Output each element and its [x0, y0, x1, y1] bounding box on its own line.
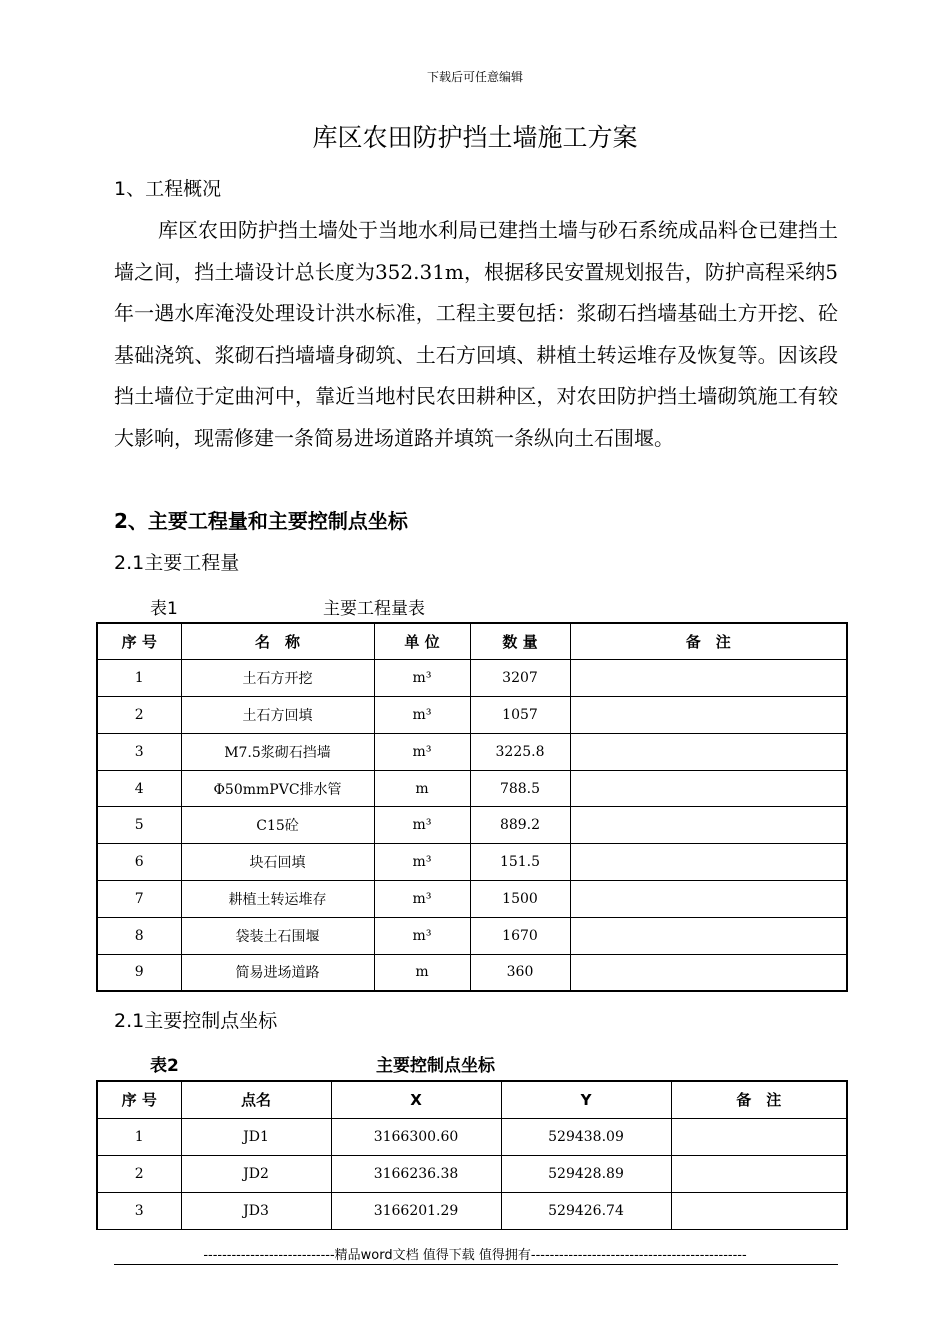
subsection-2-2-heading: 2.1主要控制点坐标: [114, 1010, 278, 1032]
table-row: [97, 660, 847, 697]
column-header: Y: [501, 1081, 671, 1118]
quantities-table: [96, 622, 848, 992]
table-cell: [671, 1155, 847, 1192]
table-cell: [570, 770, 847, 807]
table-row: [97, 807, 847, 844]
table-cell: M7.5浆砌石挡墙: [181, 733, 374, 770]
section-1-body: 库区农田防护挡土墙处于当地水利局已建挡土墙与砂石系统成品料仓已建挡土墙之间，挡土墙设计总长度为352.31m，根据移民安置规划报告，防护高程采纳5年一遇水库淹没处理设计洪水标准，工程主要包括：浆砌石挡墙基础土方开挖、砼基础浇筑、浆砌石挡墙墙身砌筑、土石方回填、耕植土转运堆存及恢复等。因该段挡土墙位于定曲河中，靠近当地村民农田耕种区，对农田防护挡土墙砌筑施工有较大影响，现需修建一条简易进场道路并填筑一条纵向土石围堰。: [114, 218, 838, 450]
table-cell: [671, 1118, 847, 1155]
table-cell: 3: [97, 1192, 181, 1229]
column-header: 序 号: [97, 1081, 181, 1118]
table-cell: [570, 881, 847, 918]
table-cell: 9: [97, 954, 181, 991]
document-title: 库区农田防护挡土墙施工方案: [312, 123, 638, 152]
table-cell: m³: [374, 697, 470, 734]
table-header-row: [97, 1081, 847, 1118]
table-cell: 529438.09: [501, 1118, 671, 1155]
table-row: [97, 697, 847, 734]
table-row: [97, 733, 847, 770]
table-row: [97, 1192, 847, 1229]
table-cell: 1: [97, 660, 181, 697]
table-cell: m³: [374, 660, 470, 697]
table-2-label: 表2: [150, 1056, 179, 1076]
table-cell: 耕植土转运堆存: [181, 881, 374, 918]
table-row: [97, 1118, 847, 1155]
footer-text: ----------------------------精品word文档 值得下载 值得拥有----------------------------------------------: [203, 1248, 747, 1263]
table-row: [97, 917, 847, 954]
table-cell: 6: [97, 844, 181, 881]
table-cell: [570, 844, 847, 881]
table-header-row: [97, 623, 847, 660]
table-cell: [570, 807, 847, 844]
table-2-caption: 主要控制点坐标: [376, 1056, 495, 1076]
column-header: 单 位: [374, 623, 470, 660]
table-cell: JD3: [181, 1192, 331, 1229]
table-cell: 1670: [470, 917, 570, 954]
table-cell: 889.2: [470, 807, 570, 844]
control-points-table: [96, 1080, 848, 1230]
table-cell: 3166201.29: [331, 1192, 501, 1229]
section-1-heading: 1、工程概况: [114, 178, 222, 200]
column-header: X: [331, 1081, 501, 1118]
table-cell: m³: [374, 844, 470, 881]
table-cell: 袋装土石围堰: [181, 917, 374, 954]
table-row: [97, 844, 847, 881]
table-cell: 1: [97, 1118, 181, 1155]
table-cell: 3207: [470, 660, 570, 697]
table-row: [97, 881, 847, 918]
table-cell: m³: [374, 807, 470, 844]
table-cell: [570, 733, 847, 770]
table-cell: 529428.89: [501, 1155, 671, 1192]
table-cell: JD2: [181, 1155, 331, 1192]
table-cell: 3166236.38: [331, 1155, 501, 1192]
table-cell: m³: [374, 881, 470, 918]
column-header: 序 号: [97, 623, 181, 660]
table-row: [97, 954, 847, 991]
table-cell: 2: [97, 1155, 181, 1192]
table-cell: 1057: [470, 697, 570, 734]
table-cell: [570, 954, 847, 991]
table-cell: 788.5: [470, 770, 570, 807]
table-cell: 4: [97, 770, 181, 807]
table-cell: 3225.8: [470, 733, 570, 770]
table-cell: 8: [97, 917, 181, 954]
column-header: 数 量: [470, 623, 570, 660]
table-cell: 1500: [470, 881, 570, 918]
table-cell: C15砼: [181, 807, 374, 844]
table-cell: m: [374, 954, 470, 991]
table-1-caption: 主要工程量表: [323, 599, 425, 619]
table-cell: 2: [97, 697, 181, 734]
column-header: 备 注: [671, 1081, 847, 1118]
table-cell: m³: [374, 917, 470, 954]
table-1-label: 表1: [150, 599, 178, 619]
table-cell: JD1: [181, 1118, 331, 1155]
table-cell: [570, 660, 847, 697]
table-cell: [671, 1192, 847, 1229]
table-cell: 3: [97, 733, 181, 770]
table-cell: 151.5: [470, 844, 570, 881]
table-cell: Φ50mmPVC排水管: [181, 770, 374, 807]
column-header: 备 注: [570, 623, 847, 660]
column-header: 点名: [181, 1081, 331, 1118]
table-cell: 7: [97, 881, 181, 918]
table-cell: 5: [97, 807, 181, 844]
table-cell: m: [374, 770, 470, 807]
table-cell: 块石回填: [181, 844, 374, 881]
table-cell: 529426.74: [501, 1192, 671, 1229]
table-cell: [570, 917, 847, 954]
table-cell: 土石方开挖: [181, 660, 374, 697]
table-cell: 土石方回填: [181, 697, 374, 734]
table-row: [97, 770, 847, 807]
column-header: 名 称: [181, 623, 374, 660]
table-cell: [570, 697, 847, 734]
header-note: 下载后可任意编辑: [426, 70, 523, 84]
footer-divider: [114, 1264, 838, 1265]
table-row: [97, 1155, 847, 1192]
table-cell: 360: [470, 954, 570, 991]
table-cell: 3166300.60: [331, 1118, 501, 1155]
section-2-heading: 2、主要工程量和主要控制点坐标: [114, 509, 408, 533]
subsection-2-1-heading: 2.1主要工程量: [114, 552, 240, 574]
table-cell: 简易进场道路: [181, 954, 374, 991]
table-cell: m³: [374, 733, 470, 770]
